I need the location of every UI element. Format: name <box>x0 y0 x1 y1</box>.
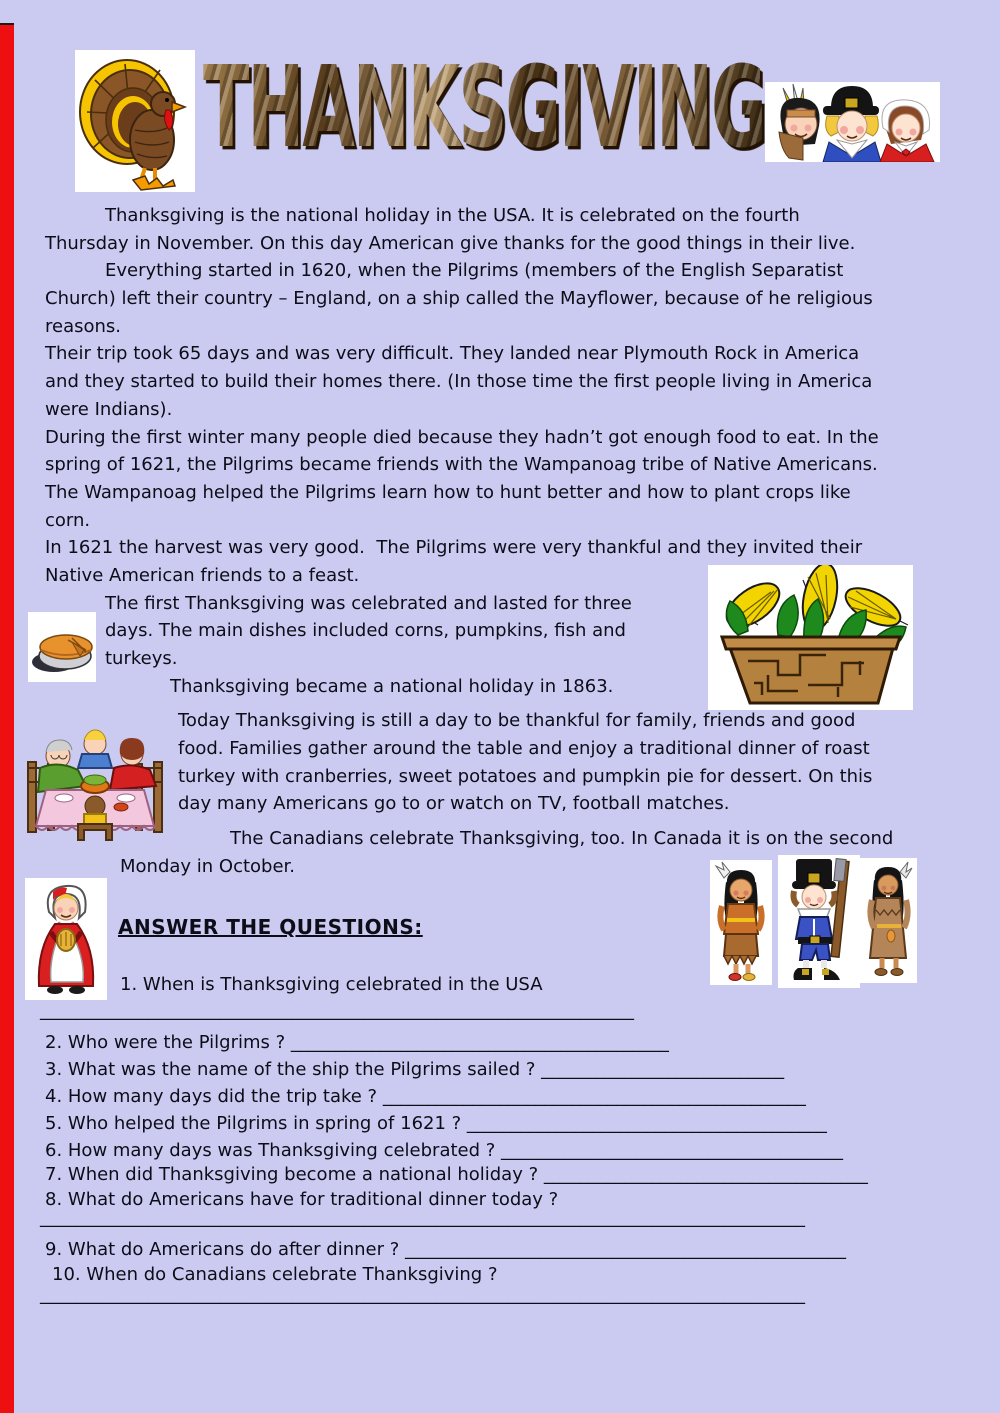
question-7: 7. When did Thanksgiving become a national holiday ? ____________________________________ <box>45 1164 868 1185</box>
corn-basket-icon <box>708 565 913 710</box>
article-line: Thursday in November. On this day American give thanks for the good things in their live. <box>45 232 856 254</box>
answer-blank-4[interactable]: _______________________________________________ <box>382 1086 806 1107</box>
answer-blank-2[interactable]: __________________________________________ <box>290 1032 669 1053</box>
native-american-girl-icon <box>710 860 772 985</box>
article-line: In 1621 the harvest was very good. The Pilgrims were very thankful and they invited their <box>45 537 863 559</box>
article-line: The Canadians celebrate Thanksgiving, too. In Canada it is on the second <box>230 828 894 850</box>
article-line: Their trip took 65 days and was very difficult. They landed near Plymouth Rock in America <box>45 343 860 365</box>
question-4: 4. How many days did the trip take ? _______________________________________________ <box>45 1086 806 1107</box>
article-line: Church) left their country – England, on a ship called the Mayflower, because of he religious <box>45 288 873 310</box>
pumpkin-pie-image <box>28 612 96 682</box>
pilgrim-boy-icon <box>778 855 860 988</box>
native-american-woman-image <box>860 858 917 983</box>
question-1: 1. When is Thanksgiving celebrated in the USA <box>120 974 543 995</box>
question-10: 10. When do Canadians celebrate Thanksgiving ? <box>52 1264 498 1285</box>
article-line: During the first winter many people died because they hadn’t got enough food to eat. In the <box>45 426 879 448</box>
family-dinner-image <box>20 712 170 847</box>
article-text <box>45 202 957 881</box>
article-line: days. The main dishes included corns, pumpkins, fish and <box>105 620 626 642</box>
article-line: Native American friends to a feast. <box>45 564 360 586</box>
answer-blank-8[interactable]: _____________________________________________________________________________________ <box>40 1207 805 1228</box>
article-line: Today Thanksgiving is still a day to be thankful for family, friends and good <box>178 710 856 732</box>
native-american-woman-icon <box>860 858 917 983</box>
pilgrim-woman-icon <box>25 878 107 1000</box>
pilgrims-icon <box>765 82 940 162</box>
corn-basket-image <box>708 565 913 710</box>
article-line: were Indians). <box>45 398 173 420</box>
question-9: 9. What do Americans do after dinner ? _________________________________________________ <box>45 1239 847 1260</box>
answer-blank-1[interactable]: __________________________________________________________________ <box>40 1000 634 1021</box>
question-5: 5. Who helped the Pilgrims in spring of 1621 ? ________________________________________ <box>45 1113 827 1134</box>
article-line: turkeys. <box>105 648 178 669</box>
answer-blank-3[interactable]: ___________________________ <box>541 1059 785 1080</box>
article-line: The first Thanksgiving was celebrated and lasted for three <box>105 592 632 614</box>
answer-blank-6[interactable]: ______________________________________ <box>501 1140 844 1161</box>
article-line: Everything started in 1620, when the Pilgrims (members of the English Separatist <box>105 260 844 282</box>
pilgrim-woman-image <box>25 878 107 1000</box>
answer-blank-10[interactable]: _____________________________________________________________________________________ <box>40 1284 805 1305</box>
family-dinner-icon <box>20 712 170 847</box>
question-6: 6. How many days was Thanksgiving celebrated ? ______________________________________ <box>45 1140 844 1161</box>
question-2: 2. Who were the Pilgrims ? __________________________________________ <box>45 1032 669 1053</box>
answer-blank-7[interactable]: ____________________________________ <box>543 1164 868 1185</box>
answer-blank-9[interactable]: _________________________________________________ <box>405 1239 847 1260</box>
pilgrim-boy-image <box>778 855 860 988</box>
turkey-icon <box>75 50 195 192</box>
article-line: reasons. <box>45 315 122 337</box>
pilgrims-header-image <box>765 82 940 162</box>
page-title: THANKSGIVING <box>203 41 765 173</box>
pumpkin-pie-icon <box>28 612 96 682</box>
article-line: and they started to build their homes there. (In those time the first people living in America <box>45 371 873 393</box>
answer-blank-5[interactable]: ________________________________________ <box>466 1113 827 1134</box>
question-8: 8. What do Americans have for traditional dinner today ? <box>45 1189 559 1210</box>
article-line: The Wampanoag helped the Pilgrims learn how to hunt better and how to plant crops like <box>45 481 851 503</box>
article-line: spring of 1621, the Pilgrims became friends with the Wampanoag tribe of Native Americans. <box>45 454 878 476</box>
article-line: day many Americans go to or watch on TV, football matches. <box>178 793 730 815</box>
article-line: Monday in October. <box>120 855 296 877</box>
question-3: 3. What was the name of the ship the Pilgrims sailed ? ___________________________ <box>45 1059 785 1080</box>
turkey-image <box>75 50 195 192</box>
article-line: food. Families gather around the table and enjoy a traditional dinner of roast <box>178 738 870 760</box>
article-line: corn. <box>45 509 91 531</box>
article-line: turkey with cranberries, sweet potatoes and pumpkin pie for dessert. On this <box>178 765 873 787</box>
left-margin-stripe <box>0 23 14 1413</box>
answer-section-heading: ANSWER THE QUESTIONS: <box>118 915 423 939</box>
article-line: Thanksgiving is the national holiday in the USA. It is celebrated on the fourth <box>105 205 800 226</box>
article-line: Thanksgiving became a national holiday in 1863. <box>170 675 614 697</box>
native-american-girl-image <box>710 860 772 985</box>
